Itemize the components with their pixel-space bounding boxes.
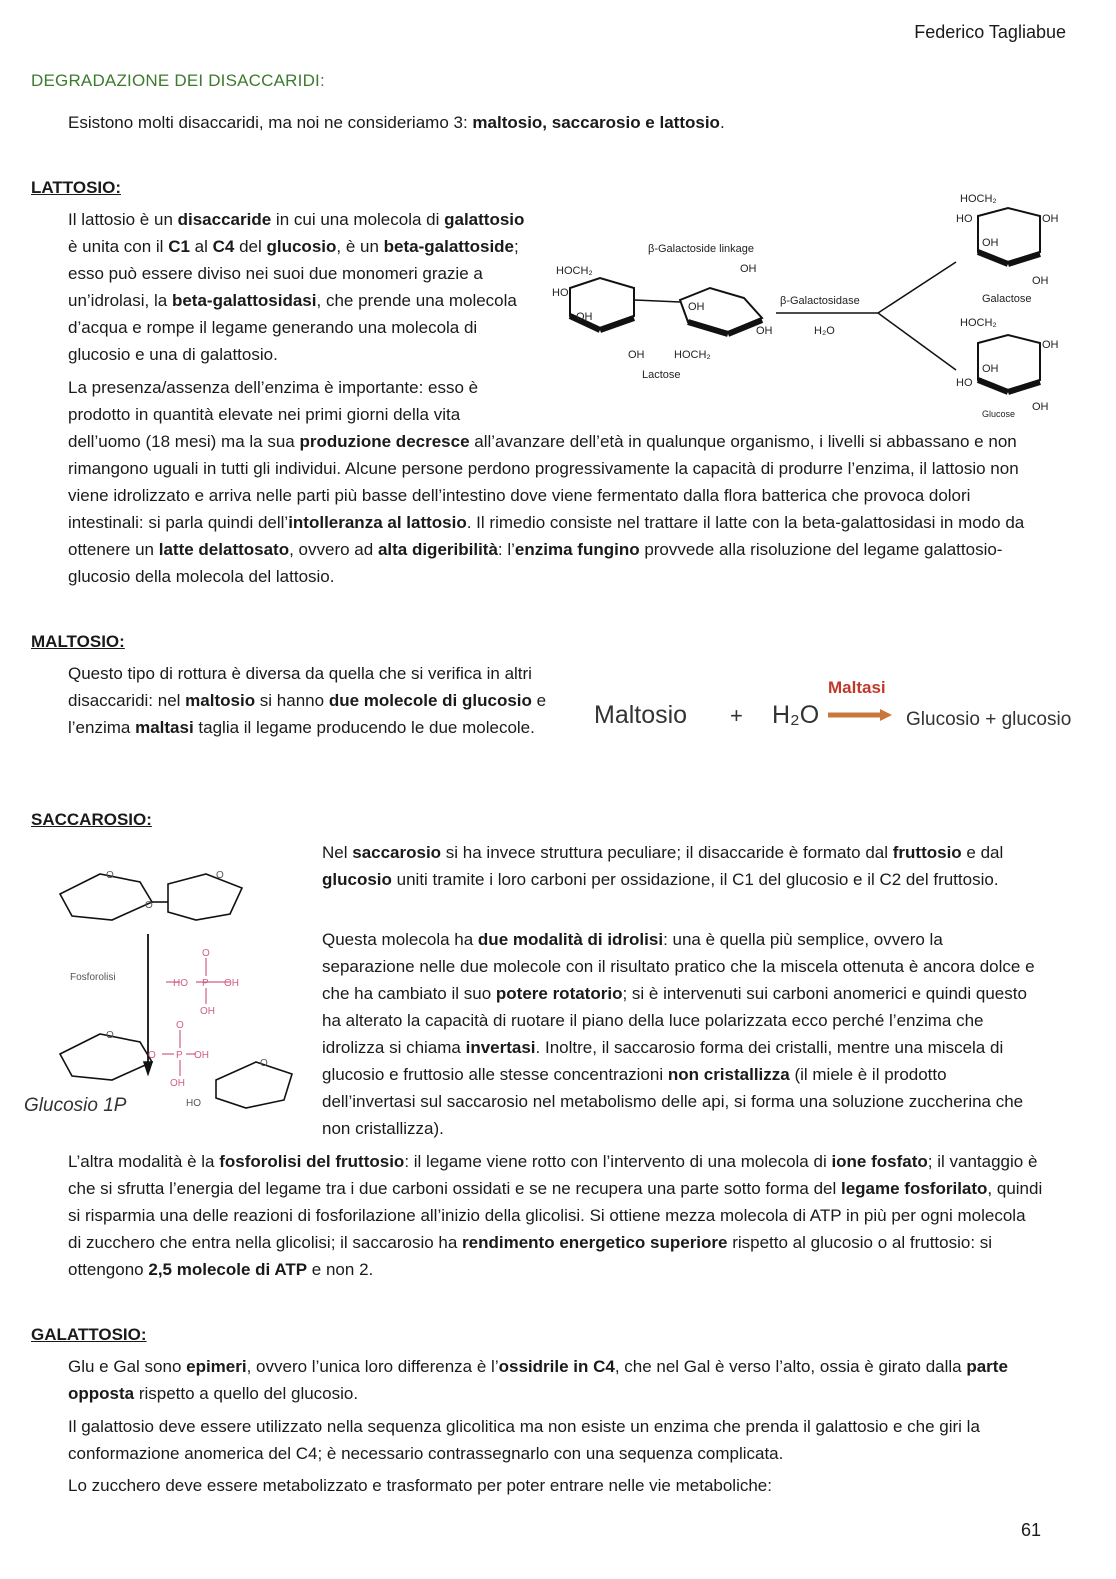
text-run: rispetto a quello del glucosio. bbox=[134, 1384, 359, 1403]
text-run: si hanno bbox=[255, 691, 329, 710]
linkage-label: β-Galactoside linkage bbox=[648, 243, 754, 255]
maltosio-paragraph bbox=[68, 660, 556, 741]
text-run: e l’enzima bbox=[68, 691, 547, 737]
bold-term: latte delattosato bbox=[158, 540, 290, 559]
g1p-ring-o: O bbox=[106, 1030, 114, 1041]
bold-term: beta-galattoside bbox=[383, 237, 515, 256]
author-name: Federico Tagliabue bbox=[914, 22, 1066, 42]
galattosio-paragraph-2: Il galattosio deve essere utilizzato nella sequenza glicolitica ma non esiste un enzima che prenda il galattosio e che giri la conformazione anomerica del C4; è necessario contrassegnarlo con una sequenza complicata. bbox=[68, 1417, 980, 1463]
intro-paragraph bbox=[68, 109, 725, 136]
lactose-ho-left: HO bbox=[552, 287, 569, 299]
text-run: Glu e Gal sono bbox=[68, 1357, 187, 1376]
saccarosio-paragraph-3 bbox=[68, 1148, 1043, 1283]
bold-term: legame fosforilato bbox=[841, 1179, 988, 1198]
bold-term: glucosio bbox=[322, 870, 392, 889]
bold-term: beta-galattosidasi bbox=[171, 291, 317, 310]
saccarosio-paragraph-1 bbox=[322, 839, 1040, 893]
text-run: . Il rimedio consiste nel trattare il latte con la beta-galattosidasi in modo da ottenere un bbox=[68, 513, 1025, 559]
g1p-oh-right: OH bbox=[194, 1050, 209, 1061]
bold-term: maltasi bbox=[135, 718, 194, 737]
reaction-products: Glucosio + glucosio bbox=[906, 709, 1072, 730]
galactose-ho: HO bbox=[956, 213, 973, 225]
glucose-oh-inner: OH bbox=[982, 363, 999, 375]
text-run: al bbox=[189, 237, 213, 256]
bold-term: alta digeribilità bbox=[377, 540, 498, 559]
bold-term: ione fosfato bbox=[831, 1152, 928, 1171]
text-run: L’altra modalità è la bbox=[68, 1152, 220, 1171]
bold-term: due molecole di glucosio bbox=[328, 691, 532, 710]
bold-term: invertasi bbox=[465, 1038, 536, 1057]
bold-term: enzima fungino bbox=[514, 540, 640, 559]
lattosio-heading: LATTOSIO: bbox=[31, 178, 122, 197]
fructose-ring-o: O bbox=[260, 1058, 268, 1069]
text-run: , quindi si risparmia una delle reazioni di fosforilazione all’inizio della glicolisi. Si ottiene mezza molecola di ATP in più per ogni molecola di zucchero che entra nella glicolisi; il saccarosio ha bbox=[68, 1179, 1043, 1252]
pi-o: O bbox=[202, 948, 210, 959]
lactose-oh-right: OH bbox=[756, 325, 773, 337]
section-title: DEGRADAZIONE DEI DISACCARIDI: bbox=[31, 71, 325, 90]
pi-oh-right: OH bbox=[224, 978, 239, 989]
intro-bold: maltosio, saccarosio e lattosio bbox=[472, 113, 720, 132]
text-run: , ovvero l’unica loro differenza è l’ bbox=[246, 1357, 499, 1376]
intro-end: . bbox=[719, 113, 725, 132]
glucosio-1p-label: Glucosio 1P bbox=[24, 1095, 127, 1116]
bold-term: maltosio bbox=[185, 691, 256, 710]
bold-term: disaccaride bbox=[177, 210, 272, 229]
sucrose-ring-o-right: O bbox=[216, 870, 224, 881]
lattosio-paragraph-1 bbox=[68, 206, 538, 368]
glucose-oh-bottom: OH bbox=[1032, 401, 1049, 413]
lattosio-paragraph-2-start: La presenza/assenza dell’enzima è importante: esso è prodotto in quantità elevate nei primi giorni della vita bbox=[68, 378, 479, 424]
reaction-water: H₂O bbox=[772, 701, 820, 729]
text-run: e dal bbox=[961, 843, 1004, 862]
galactose-oh-inner: OH bbox=[982, 237, 999, 249]
bold-term: parte opposta bbox=[68, 1357, 1008, 1403]
bold-term: saccarosio bbox=[352, 843, 442, 862]
g1p-p: P bbox=[176, 1050, 183, 1061]
sucrose-ring-o-left: O bbox=[106, 870, 114, 881]
lactose-hydrolysis-figure bbox=[548, 168, 1068, 418]
text-run: , è un bbox=[336, 237, 384, 256]
glucose-label: Glucose bbox=[982, 409, 1016, 418]
text-run: : l’ bbox=[497, 540, 515, 559]
maltose-reaction bbox=[588, 670, 1108, 740]
glucose-hoch2: HOCH₂ bbox=[960, 317, 997, 329]
glucose-ho: HO bbox=[956, 377, 973, 389]
text-run: ; esso può essere diviso nei suoi due monomeri grazie a un’idrolasi, la bbox=[68, 237, 519, 310]
lattosio-paragraph-2-rest bbox=[68, 428, 1048, 590]
intro-text: Esistono molti disaccaridi, ma noi ne consideriamo 3: bbox=[68, 113, 473, 132]
bold-term: rendimento energetico superiore bbox=[462, 1233, 728, 1252]
bold-term: non cristallizza bbox=[667, 1065, 790, 1084]
g1p-oh-bottom: OH bbox=[170, 1078, 185, 1089]
pi-ho: HO bbox=[173, 978, 188, 989]
bold-term: glucosio bbox=[266, 237, 337, 256]
sucrose-phosphorolysis-figure bbox=[20, 858, 310, 1128]
fructose-ring bbox=[216, 1062, 292, 1108]
lactose-hoch2-bottom: HOCH₂ bbox=[674, 349, 711, 361]
reaction-plus: + bbox=[730, 703, 743, 728]
text-run: , che prende una molecola d’acqua e rompe il legame generando una molecola di glucosio e una di galattosio. bbox=[68, 291, 517, 364]
pi-p: P bbox=[202, 978, 209, 989]
text-run: : il legame viene rotto con l’intervento di una molecola di bbox=[404, 1152, 832, 1171]
bold-term: intolleranza al lattosio bbox=[288, 513, 467, 532]
text-run: uniti tramite i loro carboni per ossidazione, il C1 del glucosio e il C2 del fruttosio. bbox=[391, 870, 999, 889]
text-run: . Inoltre, il saccarosio forma dei cristalli, mentre una miscela di glucosio e fruttosio alle stesse concentrazioni bbox=[322, 1038, 1004, 1084]
pi-oh-bottom: OH bbox=[200, 1006, 215, 1017]
text-run: : una è quella più semplice, ovvero la separazione nelle due molecole con il risultato pratico che la miscela ottenuta è ancora dolce e che ha cambiato il suo bbox=[322, 930, 1035, 1003]
text-run: rispetto al glucosio o al fruttosio: si ottengono bbox=[68, 1233, 993, 1279]
bold-term: produzione decresce bbox=[299, 432, 470, 451]
galactose-oh-right: OH bbox=[1042, 213, 1059, 225]
bold-term: galattosio bbox=[444, 210, 525, 229]
galattosio-paragraph-1 bbox=[68, 1353, 1043, 1407]
bold-term: fosforolisi del fruttosio bbox=[219, 1152, 405, 1171]
sucrose-bridge-o: O bbox=[145, 900, 153, 911]
bold-term: C1 bbox=[168, 237, 190, 256]
maltosio-heading: MALTOSIO: bbox=[31, 632, 125, 651]
reaction-enzyme: Maltasi bbox=[828, 678, 886, 697]
lactose-oh-top: OH bbox=[740, 263, 757, 275]
text-run: è unita con il bbox=[68, 237, 169, 256]
text-run: in cui una molecola di bbox=[271, 210, 445, 229]
reaction-substrate: Maltosio bbox=[594, 701, 688, 729]
saccarosio-heading: SACCAROSIO: bbox=[31, 810, 152, 829]
text-run: taglia il legame producendo le due molecole. bbox=[193, 718, 535, 737]
text-run: ; si è intervenuti sui carboni anomerici e quindi questo ha alterato la capacità di ruotare il piano della luce polarizzata ecco perché l’enzima che idrolizza si chiama bbox=[322, 984, 1027, 1057]
glucose-oh-right: OH bbox=[1042, 339, 1059, 351]
lactose-hoch2-left: HOCH₂ bbox=[556, 265, 593, 277]
text-run: dell’uomo (18 mesi) ma la sua bbox=[68, 432, 300, 451]
text-run: Questo tipo di rottura è diversa da quella che si verifica in altri disaccaridi: nel bbox=[68, 664, 532, 710]
bold-term: due modalità di idrolisi bbox=[477, 930, 664, 949]
page-number: 61 bbox=[1020, 1520, 1041, 1540]
text-run: all’avanzare dell’età in qualunque organismo, i livelli si abbassano e non rimangono uguali in tutti gli individui. Alcune persone perdono progressivamente la capacità di produrre l’enzima, il lattosio non viene idrolizzato e arriva nelle parti più basse dell’intestino dove viene fermentato dalla flora batterica che provoca dolori intestinali: si parla quindi dell’ bbox=[68, 432, 1019, 532]
bold-term: 2,5 molecole di ATP bbox=[148, 1260, 308, 1279]
lactose-oh-bottom: OH bbox=[628, 349, 645, 361]
enzyme-label: β-Galactosidase bbox=[780, 295, 860, 307]
lactose-label: Lactose bbox=[642, 369, 681, 381]
fructose-ho: HO bbox=[186, 1098, 201, 1109]
text-run: Il lattosio è un bbox=[68, 210, 178, 229]
text-run: ; il vantaggio è che si sfrutta l’energia del legame tra i due carboni ossidati e se ne recupera una parte sotto forma del bbox=[68, 1152, 1038, 1198]
text-run: , che nel Gal è verso l’alto, ossia è girato dalla bbox=[614, 1357, 967, 1376]
bold-term: fruttosio bbox=[892, 843, 962, 862]
galattosio-heading: GALATTOSIO: bbox=[31, 1325, 147, 1344]
galactose-label: Galactose bbox=[982, 293, 1032, 305]
water-label: H₂O bbox=[814, 325, 835, 337]
galactose-hoch2: HOCH₂ bbox=[960, 193, 997, 205]
saccarosio-paragraph-2 bbox=[322, 926, 1040, 1142]
bold-term: C4 bbox=[212, 237, 235, 256]
reaction-arrow-head bbox=[880, 709, 892, 721]
text-run: e non 2. bbox=[307, 1260, 374, 1279]
bold-term: ossidrile in C4 bbox=[498, 1357, 615, 1376]
galattosio-paragraph-3: Lo zucchero deve essere metabolizzato e trasformato per poter entrare nelle vie metaboliche: bbox=[68, 1476, 772, 1495]
text-run: provvede alla risoluzione del legame galattosio-glucosio della molecola del lattosio. bbox=[68, 540, 1003, 586]
bold-term: potere rotatorio bbox=[495, 984, 623, 1003]
text-run: si ha invece struttura peculiare; il disaccaride è formato dal bbox=[441, 843, 893, 862]
bold-term: epimeri bbox=[186, 1357, 247, 1376]
fosforolisi-label: Fosforolisi bbox=[70, 972, 116, 983]
g1p-o-top: O bbox=[176, 1020, 184, 1031]
galactose-oh-bottom: OH bbox=[1032, 275, 1049, 287]
text-run: (il miele è il prodotto dell’invertasi sul saccarosio nel metabolismo delle api, si forma una soluzione zuccherina che non cristallizza). bbox=[322, 1065, 1024, 1138]
g1p-o-link: O bbox=[148, 1050, 156, 1061]
sucrose-fructose-ring bbox=[168, 874, 242, 920]
text-run: Questa molecola ha bbox=[322, 930, 478, 949]
text-run: Nel bbox=[322, 843, 353, 862]
text-run: del bbox=[234, 237, 267, 256]
lactose-oh-mid: OH bbox=[688, 301, 705, 313]
lactose-oh-left: OH bbox=[576, 311, 593, 323]
text-run: , ovvero ad bbox=[289, 540, 378, 559]
